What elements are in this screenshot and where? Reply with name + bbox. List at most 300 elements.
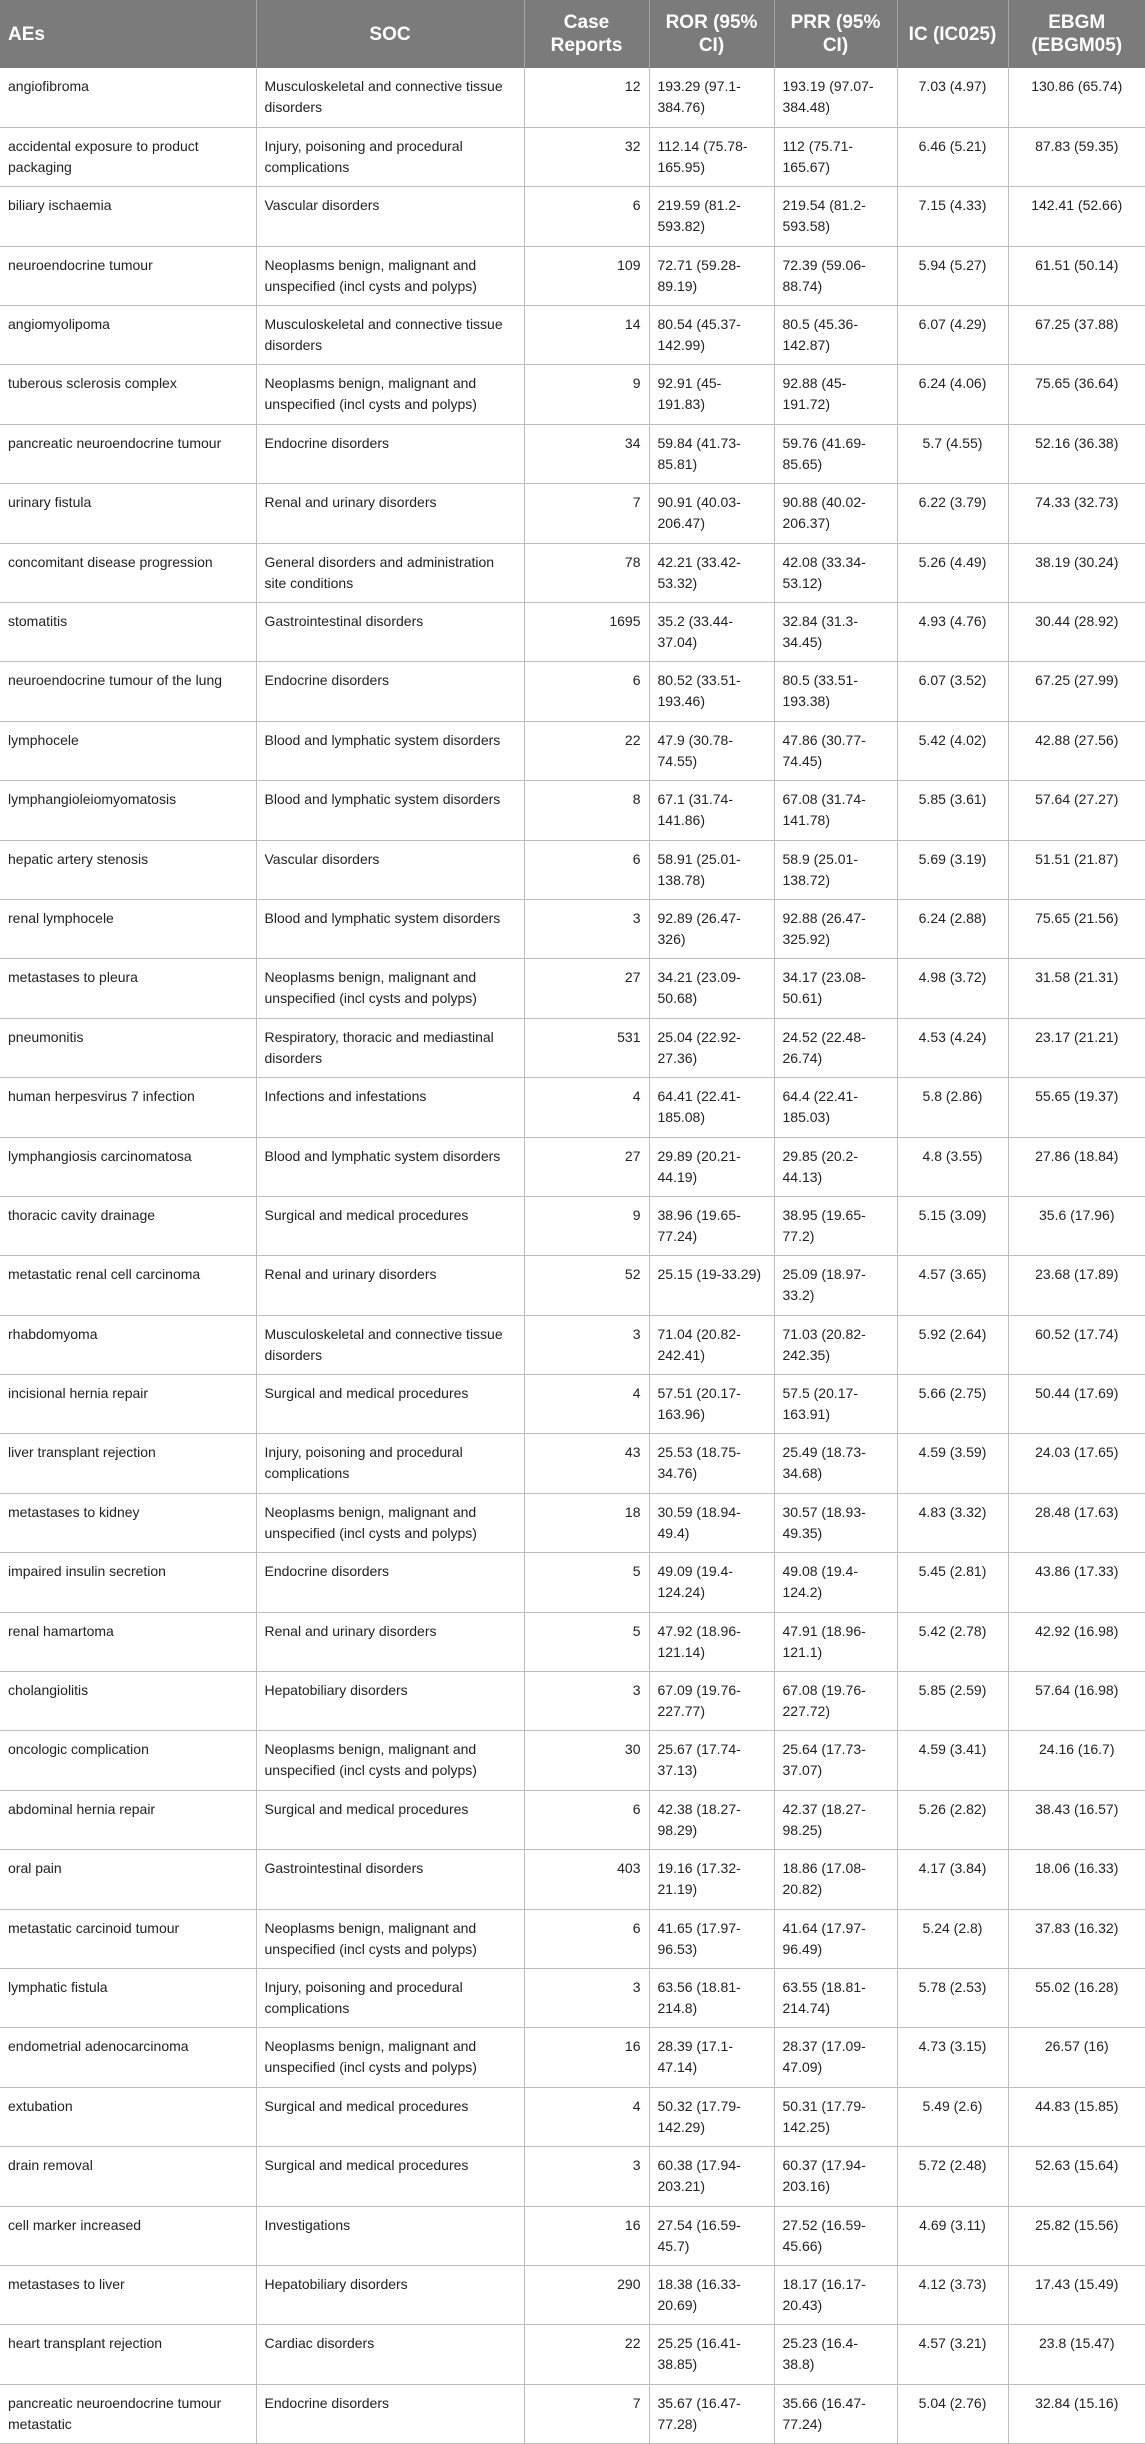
ebgm-cell: 23.8 (15.47) [1008,2325,1145,2384]
soc-cell: Renal and urinary disorders [256,1612,524,1671]
ae-cell: cholangiolitis [0,1672,256,1731]
case-reports-cell: 16 [524,2028,649,2087]
ror-cell: 35.2 (33.44-37.04) [649,603,774,662]
prr-cell: 18.86 (17.08-20.82) [774,1850,897,1909]
ror-cell: 25.53 (18.75-34.76) [649,1434,774,1493]
ror-cell: 112.14 (75.78-165.95) [649,127,774,186]
ebgm-cell: 38.19 (30.24) [1008,543,1145,602]
case-reports-cell: 7 [524,484,649,543]
ror-cell: 71.04 (20.82-242.41) [649,1315,774,1374]
ebgm-cell: 26.57 (16) [1008,2028,1145,2087]
ror-cell: 27.54 (16.59-45.7) [649,2206,774,2265]
ae-cell: pancreatic neuroendocrine tumour metastatic [0,2384,256,2443]
soc-cell: Cardiac disorders [256,2325,524,2384]
ae-cell: pneumonitis [0,1018,256,1077]
ic-cell: 4.17 (3.84) [897,1850,1008,1909]
prr-cell: 92.88 (26.47-325.92) [774,899,897,958]
ae-cell: human herpesvirus 7 infection [0,1078,256,1137]
ror-cell: 18.38 (16.33-20.69) [649,2265,774,2324]
table-row [0,2028,1145,2087]
header-ebgm: EBGM (EBGM05) [1008,0,1145,68]
ebgm-cell: 43.86 (17.33) [1008,1553,1145,1612]
case-reports-cell: 43 [524,1434,649,1493]
ror-cell: 193.29 (97.1-384.76) [649,68,774,127]
case-reports-cell: 3 [524,899,649,958]
table-row [0,1731,1145,1790]
ebgm-cell: 28.48 (17.63) [1008,1493,1145,1552]
table-row [0,543,1145,602]
ic-cell: 5.66 (2.75) [897,1375,1008,1434]
ic-cell: 4.83 (3.32) [897,1493,1008,1552]
ae-cell: tuberous sclerosis complex [0,365,256,424]
case-reports-cell: 9 [524,1196,649,1255]
soc-cell: Respiratory, thoracic and mediastinal disorders [256,1018,524,1077]
prr-cell: 32.84 (31.3-34.45) [774,603,897,662]
ror-cell: 92.91 (45-191.83) [649,365,774,424]
ic-cell: 6.46 (5.21) [897,127,1008,186]
prr-cell: 25.23 (16.4-38.8) [774,2325,897,2384]
case-reports-cell: 27 [524,1137,649,1196]
ebgm-cell: 23.68 (17.89) [1008,1256,1145,1315]
ebgm-cell: 130.86 (65.74) [1008,68,1145,127]
ae-cell: heart transplant rejection [0,2325,256,2384]
ebgm-cell: 61.51 (50.14) [1008,246,1145,305]
prr-cell: 71.03 (20.82-242.35) [774,1315,897,1374]
soc-cell: Vascular disorders [256,187,524,246]
prr-cell: 72.39 (59.06-88.74) [774,246,897,305]
prr-cell: 25.49 (18.73-34.68) [774,1434,897,1493]
soc-cell: Musculoskeletal and connective tissue disorders [256,68,524,127]
ebgm-cell: 52.63 (15.64) [1008,2147,1145,2206]
ic-cell: 5.69 (3.19) [897,840,1008,899]
case-reports-cell: 16 [524,2206,649,2265]
ebgm-cell: 75.65 (21.56) [1008,899,1145,958]
table-row [0,2325,1145,2384]
ebgm-cell: 17.43 (15.49) [1008,2265,1145,2324]
ebgm-cell: 57.64 (27.27) [1008,781,1145,840]
case-reports-cell: 22 [524,2325,649,2384]
table-row [0,1256,1145,1315]
ic-cell: 4.57 (3.21) [897,2325,1008,2384]
ror-cell: 42.21 (33.42-53.32) [649,543,774,602]
prr-cell: 50.31 (17.79-142.25) [774,2087,897,2146]
prr-cell: 25.09 (18.97-33.2) [774,1256,897,1315]
prr-cell: 90.88 (40.02-206.37) [774,484,897,543]
ror-cell: 47.9 (30.78-74.55) [649,721,774,780]
ror-cell: 59.84 (41.73-85.81) [649,424,774,483]
case-reports-cell: 34 [524,424,649,483]
prr-cell: 41.64 (17.97-96.49) [774,1909,897,1968]
ic-cell: 5.42 (2.78) [897,1612,1008,1671]
ror-cell: 63.56 (18.81-214.8) [649,1969,774,2028]
case-reports-cell: 5 [524,1612,649,1671]
ebgm-cell: 27.86 (18.84) [1008,1137,1145,1196]
ae-cell: angiofibroma [0,68,256,127]
ror-cell: 30.59 (18.94-49.4) [649,1493,774,1552]
prr-cell: 34.17 (23.08-50.61) [774,959,897,1018]
prr-cell: 92.88 (45-191.72) [774,365,897,424]
ic-cell: 5.15 (3.09) [897,1196,1008,1255]
table-row [0,721,1145,780]
ae-cell: thoracic cavity drainage [0,1196,256,1255]
soc-cell: Neoplasms benign, malignant and unspecified (incl cysts and polyps) [256,1493,524,1552]
soc-cell: Hepatobiliary disorders [256,1672,524,1731]
prr-cell: 58.9 (25.01-138.72) [774,840,897,899]
ae-cell: incisional hernia repair [0,1375,256,1434]
table-row [0,2206,1145,2265]
prr-cell: 193.19 (97.07-384.48) [774,68,897,127]
ic-cell: 4.59 (3.41) [897,1731,1008,1790]
ror-cell: 50.32 (17.79-142.29) [649,2087,774,2146]
case-reports-cell: 3 [524,1969,649,2028]
case-reports-cell: 6 [524,662,649,721]
table-row [0,1137,1145,1196]
ror-cell: 80.52 (33.51-193.46) [649,662,774,721]
ic-cell: 6.24 (4.06) [897,365,1008,424]
ror-cell: 29.89 (20.21-44.19) [649,1137,774,1196]
ebgm-cell: 55.65 (19.37) [1008,1078,1145,1137]
ebgm-cell: 35.6 (17.96) [1008,1196,1145,1255]
table-row [0,1969,1145,2028]
soc-cell: Surgical and medical procedures [256,1375,524,1434]
ic-cell: 5.92 (2.64) [897,1315,1008,1374]
table-row [0,1078,1145,1137]
ae-cell: lymphocele [0,721,256,780]
prr-cell: 38.95 (19.65-77.2) [774,1196,897,1255]
soc-cell: Neoplasms benign, malignant and unspecified (incl cysts and polyps) [256,2028,524,2087]
ebgm-cell: 50.44 (17.69) [1008,1375,1145,1434]
ae-cell: hepatic artery stenosis [0,840,256,899]
case-reports-cell: 531 [524,1018,649,1077]
ae-cell: oncologic complication [0,1731,256,1790]
ic-cell: 6.07 (4.29) [897,306,1008,365]
soc-cell: Neoplasms benign, malignant and unspecified (incl cysts and polyps) [256,246,524,305]
case-reports-cell: 6 [524,1790,649,1849]
ic-cell: 4.73 (3.15) [897,2028,1008,2087]
ic-cell: 5.42 (4.02) [897,721,1008,780]
ror-cell: 57.51 (20.17-163.96) [649,1375,774,1434]
case-reports-cell: 290 [524,2265,649,2324]
ebgm-cell: 74.33 (32.73) [1008,484,1145,543]
ror-cell: 28.39 (17.1-47.14) [649,2028,774,2087]
prr-cell: 28.37 (17.09-47.09) [774,2028,897,2087]
soc-cell: Investigations [256,2206,524,2265]
soc-cell: Gastrointestinal disorders [256,603,524,662]
case-reports-cell: 109 [524,246,649,305]
ae-cell: renal lymphocele [0,899,256,958]
ic-cell: 4.8 (3.55) [897,1137,1008,1196]
header-ror: ROR (95% CI) [649,0,774,68]
soc-cell: Blood and lymphatic system disorders [256,899,524,958]
prr-cell: 67.08 (19.76-227.72) [774,1672,897,1731]
ic-cell: 4.69 (3.11) [897,2206,1008,2265]
case-reports-cell: 403 [524,1850,649,1909]
ebgm-cell: 67.25 (37.88) [1008,306,1145,365]
ae-cell: angiomyolipoma [0,306,256,365]
ebgm-cell: 75.65 (36.64) [1008,365,1145,424]
prr-cell: 64.4 (22.41-185.03) [774,1078,897,1137]
ror-cell: 38.96 (19.65-77.24) [649,1196,774,1255]
ic-cell: 5.24 (2.8) [897,1909,1008,1968]
soc-cell: Endocrine disorders [256,1553,524,1612]
case-reports-cell: 9 [524,365,649,424]
case-reports-cell: 4 [524,1078,649,1137]
prr-cell: 112 (75.71-165.67) [774,127,897,186]
ae-cell: renal hamartoma [0,1612,256,1671]
ebgm-cell: 42.92 (16.98) [1008,1612,1145,1671]
ror-cell: 25.04 (22.92-27.36) [649,1018,774,1077]
prr-cell: 80.5 (45.36-142.87) [774,306,897,365]
ebgm-cell: 60.52 (17.74) [1008,1315,1145,1374]
case-reports-cell: 4 [524,2087,649,2146]
ae-cell: metastases to kidney [0,1493,256,1552]
table-body [0,68,1145,2444]
ror-cell: 35.67 (16.47-77.28) [649,2384,774,2443]
ae-cell: stomatitis [0,603,256,662]
table-row [0,484,1145,543]
ae-cell: impaired insulin secretion [0,1553,256,1612]
soc-cell: Endocrine disorders [256,424,524,483]
prr-cell: 25.64 (17.73-37.07) [774,1731,897,1790]
ror-cell: 219.59 (81.2-593.82) [649,187,774,246]
ae-cell: drain removal [0,2147,256,2206]
ror-cell: 19.16 (17.32-21.19) [649,1850,774,1909]
ic-cell: 7.03 (4.97) [897,68,1008,127]
header-ic: IC (IC025) [897,0,1008,68]
table-row [0,781,1145,840]
ebgm-cell: 142.41 (52.66) [1008,187,1145,246]
ebgm-cell: 57.64 (16.98) [1008,1672,1145,1731]
ror-cell: 60.38 (17.94-203.21) [649,2147,774,2206]
table-row [0,424,1145,483]
soc-cell: General disorders and administration site conditions [256,543,524,602]
ae-cell: metastases to liver [0,2265,256,2324]
prr-cell: 67.08 (31.74-141.78) [774,781,897,840]
case-reports-cell: 6 [524,1909,649,1968]
case-reports-cell: 32 [524,127,649,186]
ae-cell: neuroendocrine tumour [0,246,256,305]
ebgm-cell: 55.02 (16.28) [1008,1969,1145,2028]
case-reports-cell: 7 [524,2384,649,2443]
prr-cell: 47.86 (30.77-74.45) [774,721,897,780]
table-row [0,1790,1145,1849]
table-row [0,127,1145,186]
case-reports-cell: 30 [524,1731,649,1790]
ic-cell: 5.26 (2.82) [897,1790,1008,1849]
ic-cell: 5.8 (2.86) [897,1078,1008,1137]
ror-cell: 80.54 (45.37-142.99) [649,306,774,365]
case-reports-cell: 52 [524,1256,649,1315]
table-row [0,1612,1145,1671]
soc-cell: Hepatobiliary disorders [256,2265,524,2324]
case-reports-cell: 12 [524,68,649,127]
ic-cell: 5.7 (4.55) [897,424,1008,483]
ic-cell: 5.85 (3.61) [897,781,1008,840]
ic-cell: 5.26 (4.49) [897,543,1008,602]
ae-cell: lymphatic fistula [0,1969,256,2028]
ic-cell: 6.07 (3.52) [897,662,1008,721]
soc-cell: Surgical and medical procedures [256,1790,524,1849]
case-reports-cell: 78 [524,543,649,602]
table-row [0,1850,1145,1909]
ae-cell: oral pain [0,1850,256,1909]
case-reports-cell: 18 [524,1493,649,1552]
ebgm-cell: 23.17 (21.21) [1008,1018,1145,1077]
ic-cell: 4.12 (3.73) [897,2265,1008,2324]
ic-cell: 4.57 (3.65) [897,1256,1008,1315]
prr-cell: 47.91 (18.96-121.1) [774,1612,897,1671]
case-reports-cell: 3 [524,2147,649,2206]
ror-cell: 25.25 (16.41-38.85) [649,2325,774,2384]
ebgm-cell: 52.16 (36.38) [1008,424,1145,483]
table-row [0,1196,1145,1255]
soc-cell: Endocrine disorders [256,662,524,721]
case-reports-cell: 4 [524,1375,649,1434]
table-header [0,0,1145,68]
ae-cell: concomitant disease progression [0,543,256,602]
table-row [0,68,1145,127]
soc-cell: Musculoskeletal and connective tissue disorders [256,1315,524,1374]
prr-cell: 24.52 (22.48-26.74) [774,1018,897,1077]
ebgm-cell: 18.06 (16.33) [1008,1850,1145,1909]
ic-cell: 4.53 (4.24) [897,1018,1008,1077]
table-row [0,1493,1145,1552]
prr-cell: 219.54 (81.2-593.58) [774,187,897,246]
ror-cell: 58.91 (25.01-138.78) [649,840,774,899]
soc-cell: Gastrointestinal disorders [256,1850,524,1909]
ebgm-cell: 32.84 (15.16) [1008,2384,1145,2443]
ae-cell: lymphangioleiomyomatosis [0,781,256,840]
ae-cell: metastases to pleura [0,959,256,1018]
soc-cell: Injury, poisoning and procedural complications [256,1434,524,1493]
case-reports-cell: 27 [524,959,649,1018]
prr-cell: 18.17 (16.17-20.43) [774,2265,897,2324]
ic-cell: 5.49 (2.6) [897,2087,1008,2146]
ebgm-cell: 67.25 (27.99) [1008,662,1145,721]
soc-cell: Endocrine disorders [256,2384,524,2443]
prr-cell: 27.52 (16.59-45.66) [774,2206,897,2265]
prr-cell: 57.5 (20.17-163.91) [774,1375,897,1434]
soc-cell: Surgical and medical procedures [256,1196,524,1255]
table-row [0,1315,1145,1374]
prr-cell: 35.66 (16.47-77.24) [774,2384,897,2443]
ae-cell: cell marker increased [0,2206,256,2265]
prr-cell: 42.08 (33.34-53.12) [774,543,897,602]
ic-cell: 4.59 (3.59) [897,1434,1008,1493]
table-row [0,2265,1145,2324]
ebgm-cell: 42.88 (27.56) [1008,721,1145,780]
prr-cell: 30.57 (18.93-49.35) [774,1493,897,1552]
table-row [0,2087,1145,2146]
table-row [0,603,1145,662]
case-reports-cell: 8 [524,781,649,840]
ae-cell: extubation [0,2087,256,2146]
ror-cell: 92.89 (26.47-326) [649,899,774,958]
ae-cell: urinary fistula [0,484,256,543]
case-reports-cell: 5 [524,1553,649,1612]
table-row [0,840,1145,899]
prr-cell: 63.55 (18.81-214.74) [774,1969,897,2028]
ebgm-cell: 25.82 (15.56) [1008,2206,1145,2265]
ror-cell: 67.1 (31.74-141.86) [649,781,774,840]
ic-cell: 5.04 (2.76) [897,2384,1008,2443]
ror-cell: 41.65 (17.97-96.53) [649,1909,774,1968]
ae-cell: metastatic carcinoid tumour [0,1909,256,1968]
table-row [0,365,1145,424]
ebgm-cell: 44.83 (15.85) [1008,2087,1145,2146]
ebgm-cell: 30.44 (28.92) [1008,603,1145,662]
table-row [0,306,1145,365]
table-row [0,1018,1145,1077]
prr-cell: 59.76 (41.69-85.65) [774,424,897,483]
ic-cell: 6.22 (3.79) [897,484,1008,543]
ror-cell: 64.41 (22.41-185.08) [649,1078,774,1137]
table-row [0,1434,1145,1493]
ic-cell: 5.72 (2.48) [897,2147,1008,2206]
soc-cell: Surgical and medical procedures [256,2147,524,2206]
prr-cell: 60.37 (17.94-203.16) [774,2147,897,2206]
soc-cell: Neoplasms benign, malignant and unspecified (incl cysts and polyps) [256,1731,524,1790]
ebgm-cell: 51.51 (21.87) [1008,840,1145,899]
case-reports-cell: 22 [524,721,649,780]
table-row [0,1375,1145,1434]
ebgm-cell: 24.03 (17.65) [1008,1434,1145,1493]
header-prr: PRR (95% CI) [774,0,897,68]
soc-cell: Blood and lymphatic system disorders [256,721,524,780]
soc-cell: Neoplasms benign, malignant and unspecified (incl cysts and polyps) [256,365,524,424]
ebgm-cell: 38.43 (16.57) [1008,1790,1145,1849]
table-row [0,1672,1145,1731]
prr-cell: 49.08 (19.4-124.2) [774,1553,897,1612]
table-row [0,662,1145,721]
prr-cell: 29.85 (20.2-44.13) [774,1137,897,1196]
table-row [0,1909,1145,1968]
soc-cell: Vascular disorders [256,840,524,899]
ror-cell: 42.38 (18.27-98.29) [649,1790,774,1849]
case-reports-cell: 3 [524,1315,649,1374]
header-case-reports: Case Reports [524,0,649,68]
ae-cell: biliary ischaemia [0,187,256,246]
ror-cell: 25.67 (17.74-37.13) [649,1731,774,1790]
ae-cell: neuroendocrine tumour of the lung [0,662,256,721]
ic-cell: 4.98 (3.72) [897,959,1008,1018]
soc-cell: Neoplasms benign, malignant and unspecified (incl cysts and polyps) [256,959,524,1018]
ae-cell: accidental exposure to product packaging [0,127,256,186]
ror-cell: 90.91 (40.03-206.47) [649,484,774,543]
header-row [0,0,1145,68]
ror-cell: 49.09 (19.4-124.24) [649,1553,774,1612]
soc-cell: Neoplasms benign, malignant and unspecified (incl cysts and polyps) [256,1909,524,1968]
ror-cell: 25.15 (19-33.29) [649,1256,774,1315]
ic-cell: 5.94 (5.27) [897,246,1008,305]
soc-cell: Renal and urinary disorders [256,484,524,543]
table-row [0,187,1145,246]
case-reports-cell: 14 [524,306,649,365]
ror-cell: 34.21 (23.09-50.68) [649,959,774,1018]
table-row [0,1553,1145,1612]
ae-cell: lymphangiosis carcinomatosa [0,1137,256,1196]
table-row [0,959,1145,1018]
soc-cell: Renal and urinary disorders [256,1256,524,1315]
ror-cell: 72.71 (59.28-89.19) [649,246,774,305]
ic-cell: 4.93 (4.76) [897,603,1008,662]
soc-cell: Surgical and medical procedures [256,2087,524,2146]
ebgm-cell: 87.83 (59.35) [1008,127,1145,186]
case-reports-cell: 3 [524,1672,649,1731]
ebgm-cell: 31.58 (21.31) [1008,959,1145,1018]
ebgm-cell: 24.16 (16.7) [1008,1731,1145,1790]
table-row [0,2384,1145,2443]
